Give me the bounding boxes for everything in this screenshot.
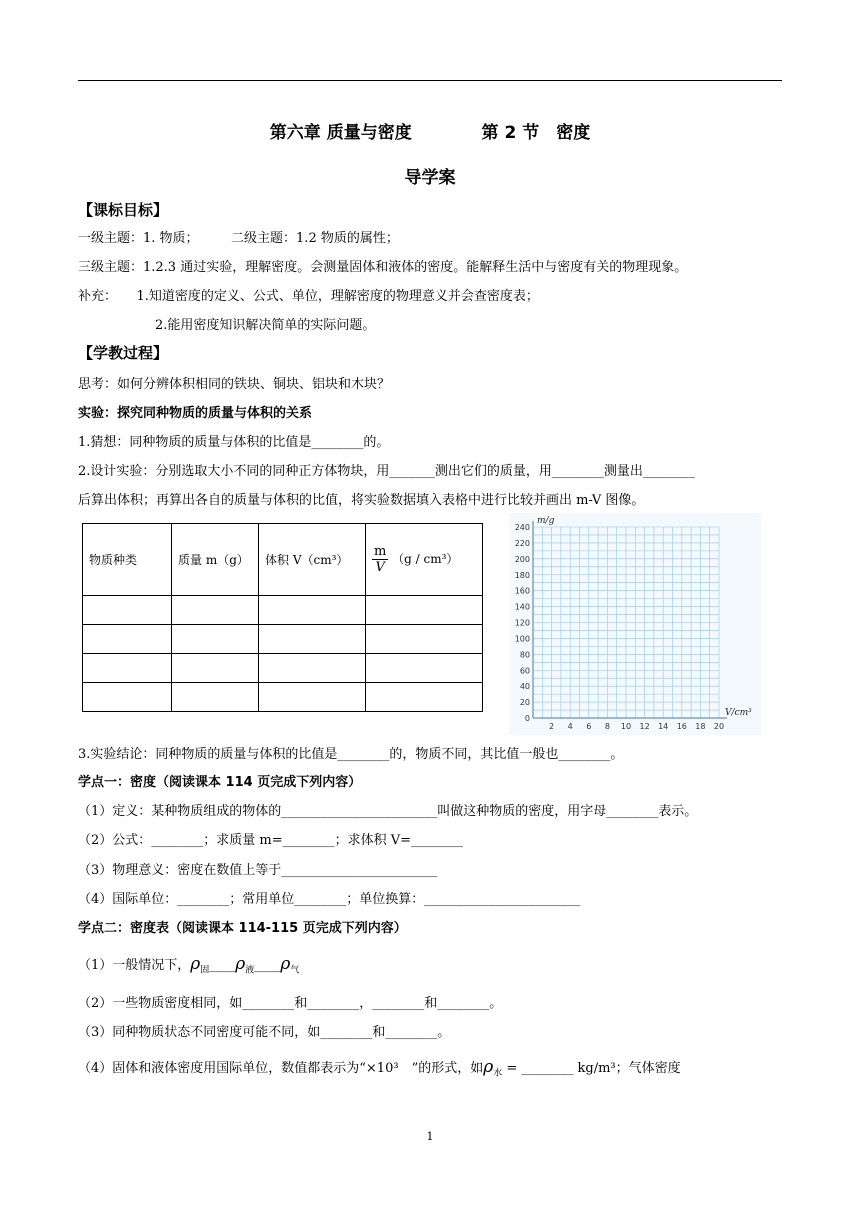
experiment-title: 实验：探究同种物质的质量与体积的关系	[78, 406, 313, 421]
guess-line: 1.猜想：同种物质的质量与体积的比值是________的。	[78, 435, 390, 450]
table-cell[interactable]	[366, 683, 483, 712]
rho-solid-sub: 固	[200, 965, 210, 976]
point2-item3: （3）同种物质状态不同密度可能不同，如________和________。	[78, 1025, 451, 1040]
header-density	[366, 524, 483, 596]
table-row	[83, 625, 483, 654]
table-cell[interactable]	[172, 625, 259, 654]
page-title	[0, 118, 860, 143]
x-tick-label: 8	[604, 722, 610, 731]
rho-gas-sub: 气	[290, 965, 300, 976]
header-substance: 物质种类	[83, 524, 172, 596]
y-tick-label: 80	[519, 650, 530, 660]
y-tick-label: 0	[524, 714, 530, 723]
mv-graph	[509, 513, 761, 735]
y-tick-label: 20	[519, 698, 530, 708]
table-cell[interactable]	[259, 596, 366, 625]
fraction-numerator: m	[374, 544, 387, 559]
rho-liquid-sub: 液	[245, 965, 255, 976]
point1-meaning: （3）物理意义：密度在数值上等于________________________	[78, 863, 438, 878]
header-volume: 体积 V（cm³）	[259, 524, 366, 596]
y-tick-label: 160	[514, 586, 530, 596]
conclusion-line: 3.实验结论：同种物质的质量与体积的比值是________的，物质不同，其比值一般也________。	[78, 747, 624, 762]
x-tick-label: 2	[549, 722, 555, 731]
point1-heading: 学点一：密度（阅读课本 114 页完成下列内容）	[78, 775, 362, 790]
y-tick-label: 100	[514, 634, 530, 644]
item4-text-end: = ________ kg/m³；气体密度	[502, 1061, 681, 1076]
objective-line-1: 一级主题：1. 物质； 二级主题：1.2 物质的属性；	[78, 231, 399, 246]
y-tick-label: 200	[514, 554, 530, 564]
density-unit: （g / cm³）	[392, 552, 459, 566]
point1-definition: （1）定义：某种物质组成的物体的________________________叫做这种物质的密度，用字母________表示。	[78, 804, 698, 819]
y-tick-label: 60	[519, 666, 530, 676]
table-cell[interactable]	[259, 654, 366, 683]
point2-heading: 学点二：密度表（阅读课本 114-115 页完成下列内容）	[78, 921, 407, 936]
think-question: 思考：如何分辨体积相同的铁块、铜块、铝块和木块？	[78, 377, 391, 392]
objective-line-3: 补充： 1.知道密度的定义、公式、单位，理解密度的物理意义并会查密度表；	[78, 289, 539, 304]
x-tick-label: 20	[713, 722, 725, 731]
table-cell[interactable]	[83, 654, 172, 683]
table-row	[83, 683, 483, 712]
table-cell[interactable]	[172, 683, 259, 712]
table-cell[interactable]	[83, 683, 172, 712]
fraction-denominator: V	[375, 560, 385, 575]
rho-water-sub: 水	[493, 1068, 503, 1079]
point2-item1	[78, 955, 299, 980]
rho-symbol: ρ	[280, 954, 291, 974]
chapter-title: 第六章 质量与密度	[269, 123, 412, 143]
y-axis-label: m/g	[537, 516, 555, 526]
page-subtitle: 导学案	[404, 168, 456, 188]
table-cell[interactable]	[366, 625, 483, 654]
x-tick-label: 4	[567, 722, 573, 731]
y-tick-label: 220	[514, 538, 530, 548]
x-tick-label: 10	[620, 722, 632, 731]
item4-text: （4）固体和液体密度用国际单位，数值都表示为“×10³ ”的形式，如	[78, 1061, 484, 1076]
y-tick-label: 180	[514, 570, 530, 580]
point1-unit: （4）国际单位：________；常用单位________；单位换算：________________________	[78, 892, 581, 907]
table-cell[interactable]	[259, 683, 366, 712]
table-cell[interactable]	[172, 596, 259, 625]
item1-prefix: （1）一般情况下，	[78, 958, 191, 973]
header-rule	[78, 80, 782, 81]
rho-symbol: ρ	[483, 1057, 494, 1077]
x-tick-label: 12	[639, 722, 650, 731]
objectives-heading: 【课标目标】	[78, 201, 169, 219]
y-tick-label: 120	[514, 618, 530, 628]
density-fraction	[372, 544, 388, 575]
table-cell[interactable]	[83, 596, 172, 625]
table-header-row	[83, 524, 483, 596]
x-tick-label: 18	[695, 722, 706, 731]
design-line-1: 2.设计实验：分别选取大小不同的同种正方体物块，用_______测出它们的质量，用________测量出________	[78, 464, 695, 479]
y-tick-label: 40	[519, 682, 530, 692]
x-tick-label: 6	[586, 722, 592, 731]
design-line-2: 后算出体积；再算出各自的质量与体积的比值，将实验数据填入表格中进行比较并画出 m-V 图像。	[78, 493, 645, 508]
point1-formula: （2）公式：________；求质量 m=________；求体积 V=________	[78, 833, 464, 848]
table-cell[interactable]	[172, 654, 259, 683]
header-mass: 质量 m（g）	[172, 524, 259, 596]
y-tick-label: 240	[514, 523, 530, 532]
objective-line-2: 三级主题：1.2.3 通过实验，理解密度。会测量固体和液体的密度。能解释生活中与密度有关的物理现象。	[78, 260, 688, 275]
rho-symbol: ρ	[235, 954, 246, 974]
point2-item2: （2）一些物质密度相同，如________和________，________和________。	[78, 996, 503, 1011]
table-cell[interactable]	[259, 625, 366, 654]
point2-item4	[78, 1058, 681, 1083]
process-heading: 【学教过程】	[78, 344, 169, 362]
section-title: 第 2 节 密度	[481, 123, 591, 143]
compare-blank: ____	[209, 958, 236, 973]
table-row	[83, 654, 483, 683]
table-cell[interactable]	[366, 654, 483, 683]
table-cell[interactable]	[83, 625, 172, 654]
y-tick-label: 140	[514, 602, 530, 612]
x-axis-label: V/cm³	[725, 708, 752, 718]
x-tick-label: 14	[658, 722, 669, 731]
page-number: 1	[426, 1130, 434, 1143]
rho-symbol: ρ	[190, 954, 201, 974]
table-row	[83, 596, 483, 625]
compare-blank: ____	[254, 958, 281, 973]
objective-line-4: 2.能用密度知识解决简单的实际问题。	[155, 318, 376, 333]
data-table	[82, 523, 483, 712]
table-cell[interactable]	[366, 596, 483, 625]
x-tick-label: 16	[676, 722, 687, 731]
